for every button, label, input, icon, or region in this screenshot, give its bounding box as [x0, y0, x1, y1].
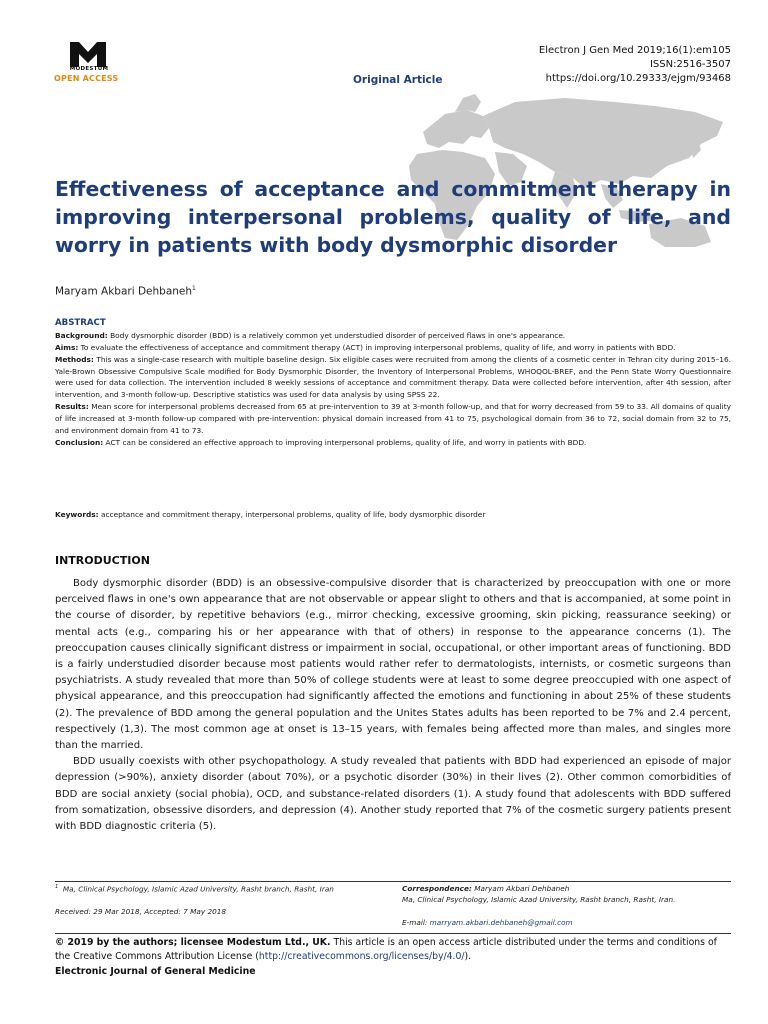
keywords-text: acceptance and commitment therapy, interpersonal problems, quality of life, body dysmorphic disorder — [100, 510, 486, 519]
copyright-holder: © 2019 by the authors; licensee Modestum Ltd., UK. — [55, 937, 331, 948]
methods-text: This was a single-case research with multiple baseline design. Six eligible cases were recruited from among the clients of a cosmetic center in Tehran city during 2015–16. Yale-Brown Obsessive Compulsive Scale modified for Body Dysmorphic Disorder, the Inventory of Interpersonal Problems, WHOQOL-BREF, and the Penn State Worry Questionnaire were used for data collection. The intervention included 8 weekly sessions of acceptance and commitment therapy. Data were collected before intervention, after 4th session, after intervention, and 3-month follow-up. Descriptive statistics was used for data analysis by using SPSS 22. — [55, 354, 731, 400]
received-dates: Received: 29 Mar 2018, Accepted: 7 May 2018 — [55, 907, 227, 916]
introduction-paragraph-1: Body dysmorphic disorder (BDD) is an obsessive-compulsive disorder that is characterized by preoccupation with one or more perceived flaws in one's own appearance that are not observable or appear slight to others and that is accompanied, at some point in the course of disorder, by repetitive behaviors (e.g., mirror checking, excessive grooming, skin picking, reassurance seeking) or mental acts (e.g., comparing his or her appearance with that of others) in response to the appearance concerns (1). The preoccupation causes clinically significant distress or impairment in social, occupational, or other important areas of functioning. BDD is a fairly understudied disorder because most patients would rather refer to dermatologists, internists, or cosmetic surgeons than psychiatrists. A study revealed that more than 50% of college students were at least to some degree preoccupied with one aspect of physical appearance, and this preoccupation had significantly affected the emotions and functioning in about 25% of these students (2). The prevalence of BDD among the general population and the Unites States adults has been reported to be 7% and 2.4 percent, respectively (1,3). The most common age at onset is 13–15 years, with females being affected more than males, and singles more than the married. — [55, 578, 731, 752]
author-name: Maryam Akbari Dehbaneh — [55, 285, 193, 298]
abstract-heading: ABSTRACT — [55, 318, 106, 328]
abstract-aims — [55, 342, 731, 354]
footnote-text: Ma, Clinical Psychology, Islamic Azad University, Rasht branch, Rasht, Iran — [62, 884, 334, 894]
modestum-logo-icon — [68, 40, 108, 68]
correspondence-label: Correspondence: — [402, 884, 472, 893]
introduction-heading: INTRODUCTION — [55, 554, 150, 567]
journal-meta — [539, 44, 731, 86]
author-affiliation-mark: 1 — [192, 285, 196, 292]
methods-label: Methods: — [55, 354, 94, 364]
keywords-label: Keywords: — [55, 510, 99, 519]
results-label: Results: — [55, 402, 89, 412]
results-text: Mean score for interpersonal problems decreased from 65 at pre-intervention to 39 at 3-month follow-up, and that for worry decreased from 59 to 33. All domains of quality of life increased at 3-month follow-up compared with pre-intervention: physical domain increased from 41 to 75, psychological domain from 36 to 72, social domain from 32 to 75, and environment domain from 41 to 73. — [55, 402, 731, 435]
footnote-mark: 1 — [55, 884, 59, 890]
footer-divider — [55, 881, 731, 882]
copyright-end: ). — [464, 951, 472, 962]
background-text: Body dysmorphic disorder (BDD) is a relatively common yet understudied disorder of perceived flaws in one's appearance. — [110, 331, 566, 340]
conclusion-text: ACT can be considered an effective approach to improving interpersonal problems, quality of life, and worry in patients with BDD. — [105, 437, 587, 447]
publisher-logo-text: MODESTUM — [69, 66, 109, 72]
email-line — [402, 918, 573, 927]
email-link[interactable]: marryam.akbari.dehbaneh@gmail.com — [429, 918, 573, 927]
abstract-background — [55, 330, 731, 342]
article-title: Effectiveness of acceptance and commitment therapy in improving interpersonal problems, quality of life, and worry in patients with body dysmorphic disorder — [55, 177, 731, 257]
article-type-label: Original Article — [353, 74, 443, 86]
open-access-label: OPEN ACCESS — [54, 74, 119, 83]
background-label: Background: — [55, 331, 108, 340]
copyright-divider — [55, 933, 731, 934]
correspondence-affiliation: Ma, Clinical Psychology, Islamic Azad University, Rasht branch, Rasht, Iran. — [402, 894, 676, 904]
correspondence-block — [402, 884, 732, 905]
journal-name: Electronic Journal of General Medicine — [55, 966, 256, 977]
abstract-body — [55, 330, 731, 448]
keywords — [55, 510, 731, 519]
email-label: E-mail: — [402, 918, 428, 927]
copyright-text: This article is an open access article distributed under the terms and conditions of the Creative Commons Attribution License ( — [55, 937, 717, 962]
correspondence-name: Maryam Akbari Dehbaneh — [474, 884, 570, 893]
doi-link[interactable]: https://doi.org/10.29333/ejgm/93468 — [545, 73, 731, 84]
abstract-conclusion — [55, 437, 731, 449]
introduction-body — [55, 576, 731, 835]
journal-issn: ISSN:2516-3507 — [649, 59, 731, 70]
abstract-methods — [55, 354, 731, 401]
aims-text: To evaluate the effectiveness of acceptance and commitment therapy (ACT) in improving interpersonal problems, quality of life, and worry in patients with BDD. — [80, 342, 676, 352]
introduction-paragraph-2: BDD usually coexists with other psychopathology. A study revealed that patients with BDD had experienced an episode of major depression (>90%), anxiety disorder (about 70%), or a psychotic disorder (30%) in their lives (2). Other common comorbidities of BDD are social anxiety (social phobia), OCD, and substance-related disorders (1). A study found that adolescents with BDD suffered from somatization, obsessive disorders, and depression (4). Another study reported that 7% of the cosmetic surgery patients present with BDD diagnostic criteria (5). — [55, 756, 731, 833]
affiliation-footnote — [55, 884, 334, 893]
author-line — [55, 285, 196, 298]
aims-label: Aims: — [55, 342, 79, 352]
abstract-results — [55, 401, 731, 437]
conclusion-label: Conclusion: — [55, 437, 104, 447]
copyright-notice — [55, 936, 735, 964]
license-link[interactable]: http://creativecommons.org/licenses/by/4.0/ — [258, 951, 465, 962]
journal-citation: Electron J Gen Med 2019;16(1):em105 — [538, 45, 731, 56]
